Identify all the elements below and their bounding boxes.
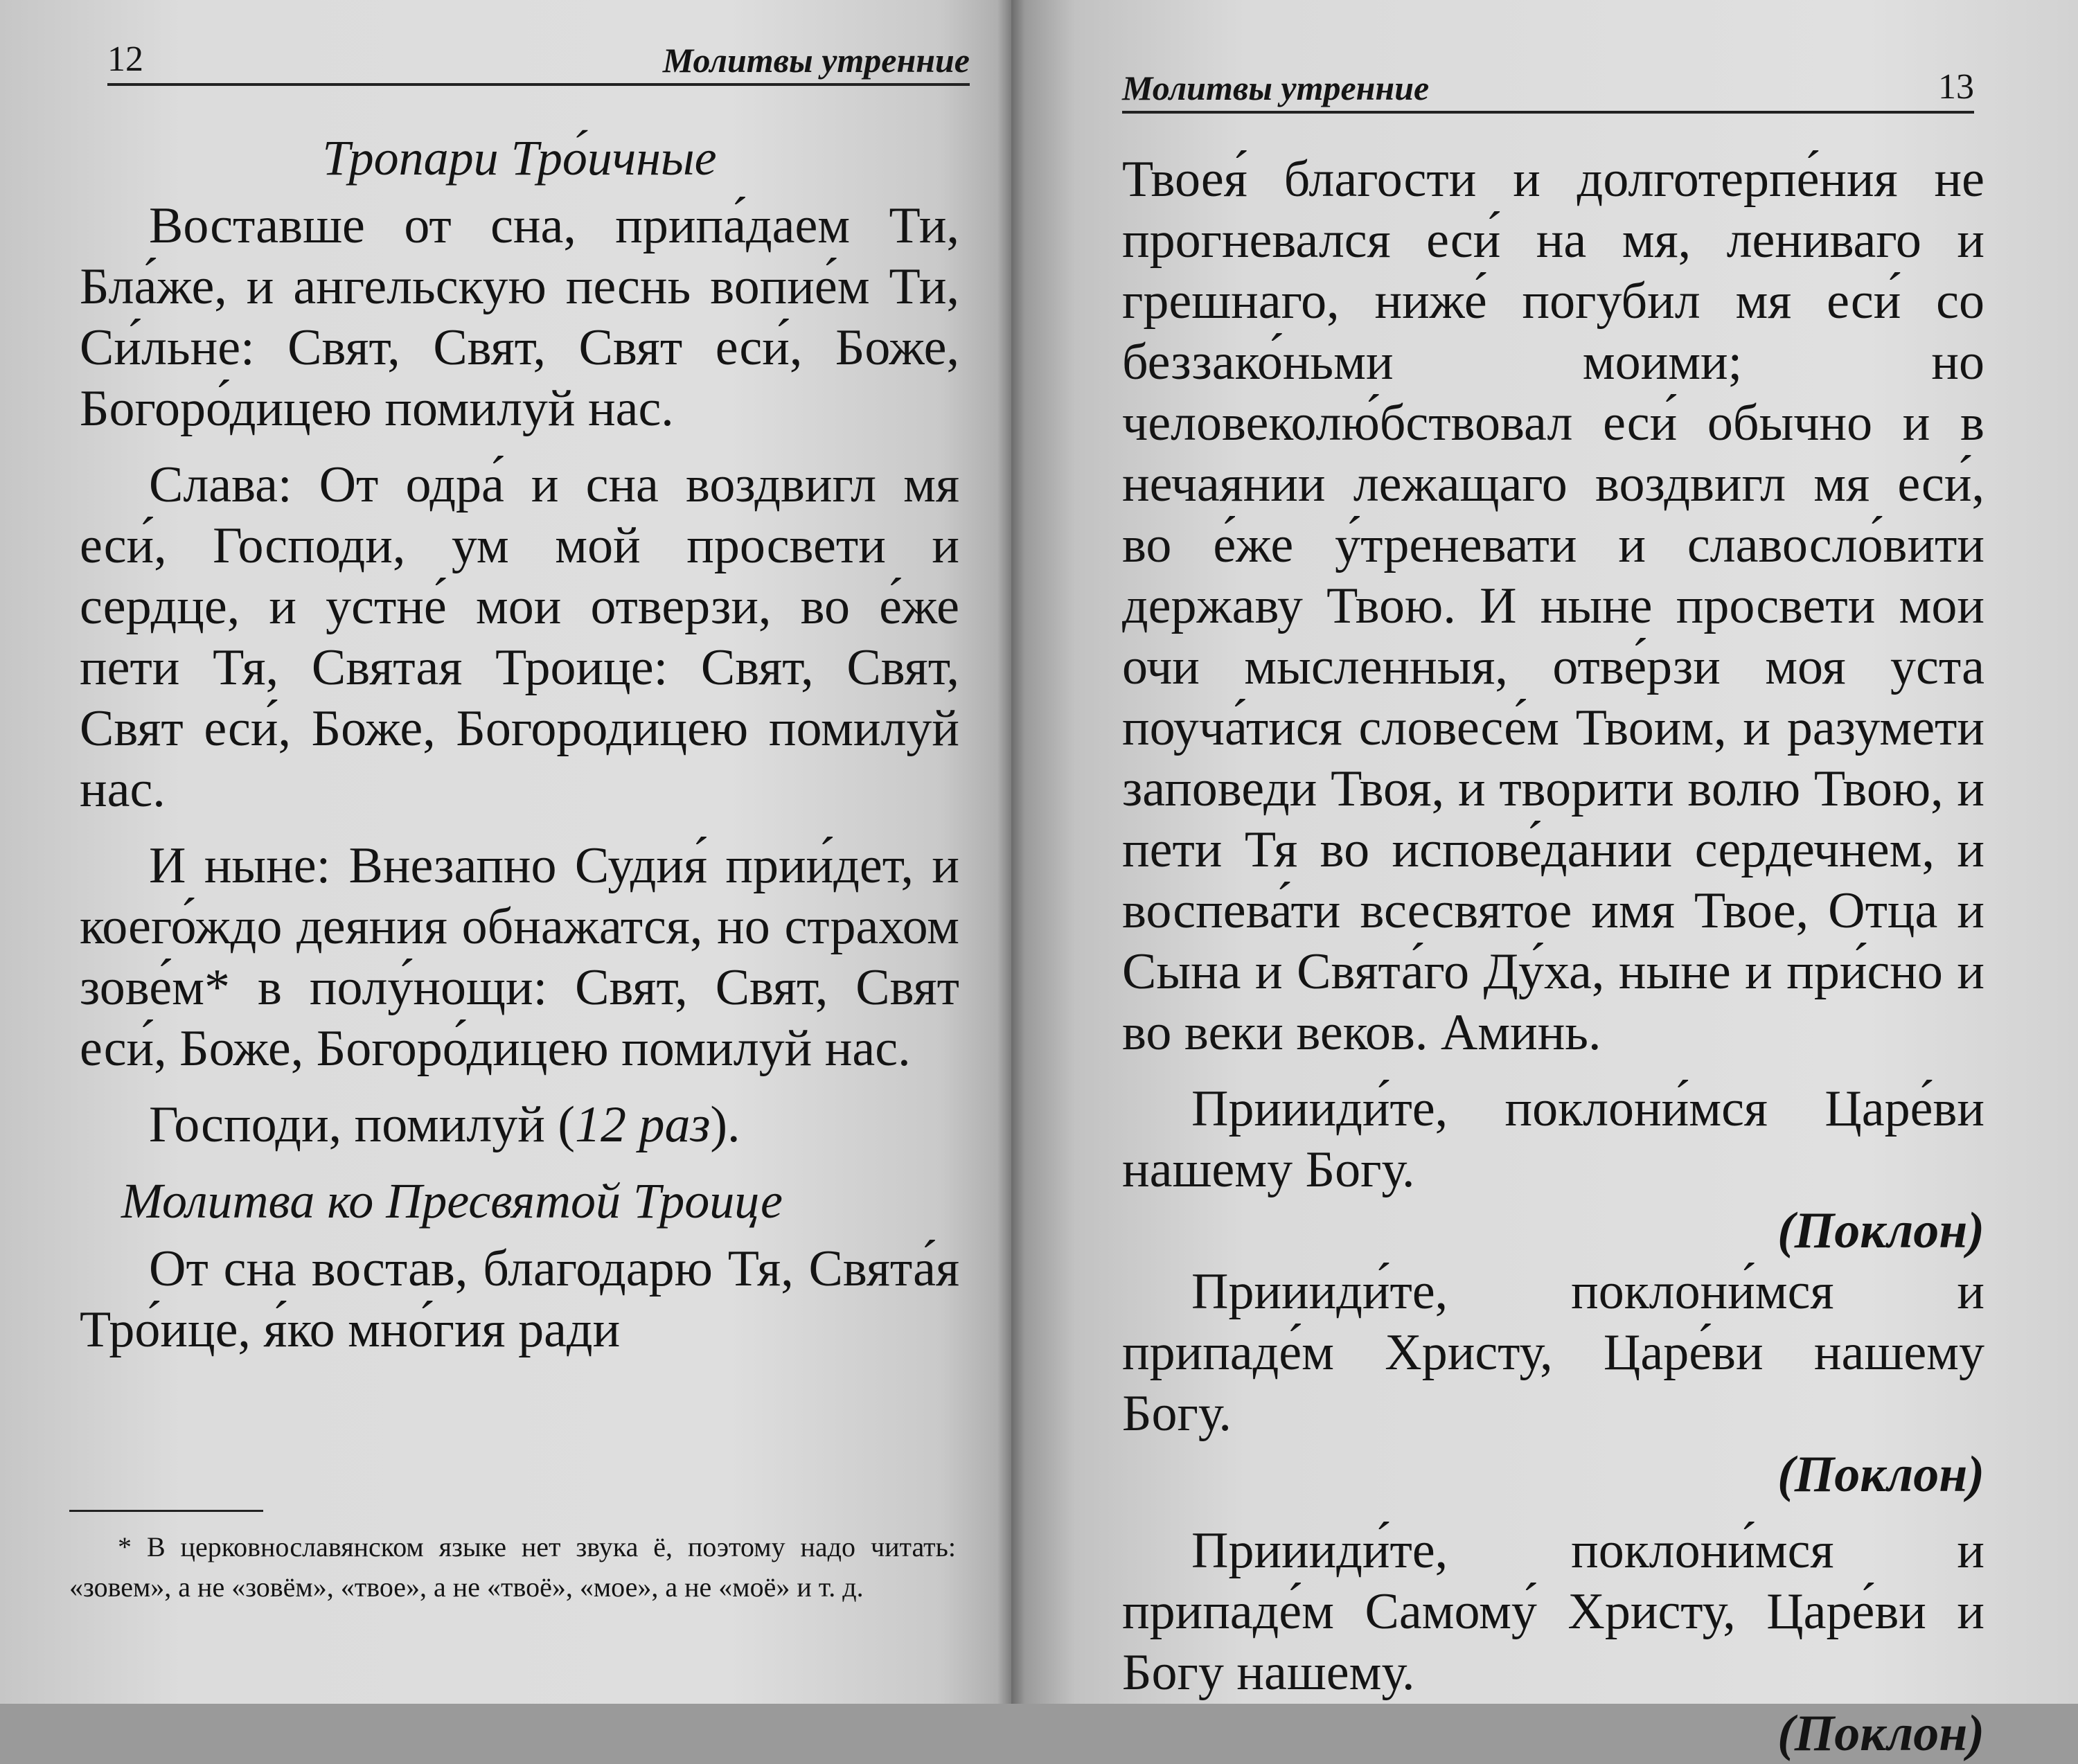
footnote-text: * В церковнославянском языке нет звука ё, поэтому надо читать: «зовем», а не «зовём», «твое», а не «твоё», «мое», а не «моё» и т. д. xyxy=(69,1531,956,1603)
book-gutter-shadow xyxy=(997,0,1025,1704)
troparion-now: И ныне: Внезапно Судия́ прии́дет, и коего́ждо деяния обнажатся, но страхом зове́м* в полу́нощи: Свят, Свят, Свят еси́, Боже, Богоро́дицею помилуй нас. xyxy=(80,837,959,1077)
bow-label-2: (Поклон) xyxy=(1777,1446,1984,1503)
bow-label-3: (Поклон) xyxy=(1777,1705,1984,1762)
bow-row-3 xyxy=(1122,1703,1984,1764)
troparion-glory: Слава: От одра́ и сна воздвигл мя еси́, Господи, ум мой просвети и сердце, и устне́ мои отверзи, во е́же пети Тя, Святая Троице: Свят, Свят, Свят еси́, Боже, Богородицею помилуй нас. xyxy=(80,456,959,818)
left-running-title: Молитвы утренние xyxy=(662,41,970,80)
lhm-count: 12 раз xyxy=(574,1096,711,1153)
invocation-2: Приииди́те, поклони́мся и припаде́м Христу, Царе́ви нашему Богу. xyxy=(1122,1263,1984,1442)
left-page xyxy=(0,0,1011,1704)
right-body-text xyxy=(1122,149,1984,1764)
prayer-trinity-start: От сна востав, благодарю Тя, Свята́я Тро́ице, я́ко мно́гия ради xyxy=(80,1240,959,1358)
invocation-3: Приииди́те, поклони́мся и припаде́м Самому́ Христу, Царе́ви и Богу нашему. xyxy=(1122,1522,1984,1701)
footnote-rule xyxy=(69,1510,263,1512)
bow-row-1 xyxy=(1122,1200,1984,1261)
bow-label-1: (Поклон) xyxy=(1777,1202,1984,1259)
heading-prayer-trinity: Молитва ко Пресвятой Троице xyxy=(121,1173,783,1229)
troparion-1: Воставше от сна, припа́даем Ти, Бла́же, и ангельскую песнь вопие́м Ти, Си́льне: Свят, Свят, Свят еси́, Боже, Богоро́дицею помилуй нас. xyxy=(80,197,959,437)
heading-troparia: Тропари Тро́ичные xyxy=(322,130,717,186)
right-page-number: 13 xyxy=(1938,67,1974,107)
invocation-1: Приииди́те, поклони́мся Царе́ви нашему Богу. xyxy=(1122,1080,1984,1198)
right-running-title: Молитвы утренние xyxy=(1122,69,1430,107)
lhm-post: ). xyxy=(710,1096,740,1153)
left-page-number: 12 xyxy=(107,39,143,79)
lhm-pre: Господи, помилуй ( xyxy=(149,1096,575,1153)
right-running-head xyxy=(1122,55,1974,114)
footnote xyxy=(69,1527,956,1607)
left-body-text xyxy=(80,125,959,1360)
bow-row-2 xyxy=(1122,1444,1984,1505)
lord-have-mercy-line xyxy=(80,1094,959,1155)
prayer-trinity-continued: Твоея́ благости и долготерпе́ния не прогневался еси́ на мя, лениваго и грешнаго, ниже́ погубил мя еси́ со беззако́ньми моими; но человеколю́бствовал еси́ обычно и в нечаянии лежащаго воздвигл мя еси́, во е́же у́треневати и славосло́вити державу Твою. И ныне просвети мои очи мысленныя, отве́рзи моя уста поуча́тися словесе́м Твоим, и разумети заповеди Твоя, и творити волю Твою, и пети Тя во испове́дании сердечнем, и воспева́ти всесвятое имя Твое, Отца и Сына и Свята́го Ду́ха, ныне и при́сно и во веки веков. Аминь. xyxy=(1122,151,1984,1061)
right-page xyxy=(1011,0,2078,1762)
left-running-head xyxy=(107,28,970,86)
